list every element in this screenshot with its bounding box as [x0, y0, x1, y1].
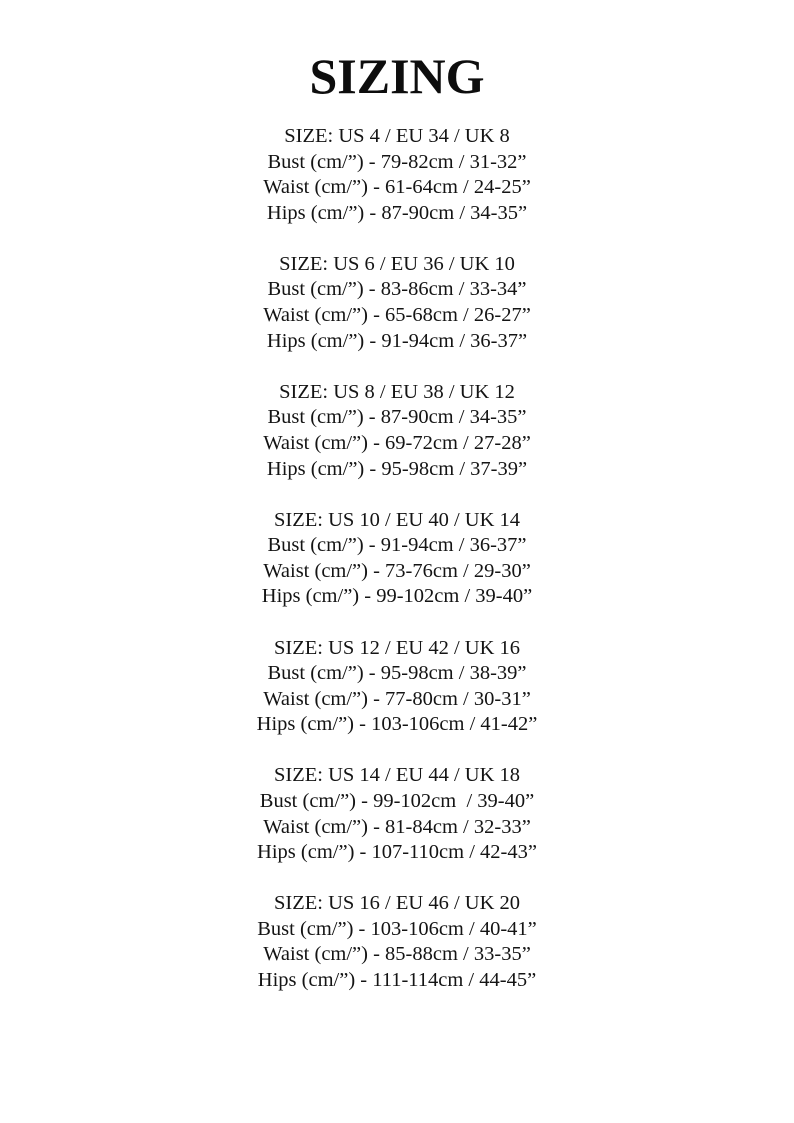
size-block-us6 — [0, 252, 794, 354]
size-block-us12 — [0, 636, 794, 738]
size-heading: SIZE: US 6 / EU 36 / UK 10 — [279, 252, 515, 275]
size-heading: SIZE: US 10 / EU 40 / UK 14 — [274, 508, 520, 531]
hips-measurement: Hips (cm/”) - 111-114cm / 44-45” — [257, 969, 537, 992]
waist-measurement: Waist (cm/”) - 85-88cm / 33-35” — [263, 943, 531, 966]
size-block-us10 — [0, 508, 794, 610]
size-block-us16 — [0, 891, 794, 993]
size-heading: SIZE: US 8 / EU 38 / UK 12 — [279, 380, 515, 403]
bust-measurement: Bust (cm/”) - 95-98cm / 38-39” — [267, 662, 527, 685]
bust-measurement: Bust (cm/”) - 87-90cm / 34-35” — [267, 406, 527, 429]
size-heading: SIZE: US 12 / EU 42 / UK 16 — [274, 636, 520, 659]
size-block-us14 — [0, 763, 794, 865]
bust-measurement: Bust (cm/”) - 91-94cm / 36-37” — [267, 534, 527, 557]
waist-measurement: Waist (cm/”) - 73-76cm / 29-30” — [263, 559, 531, 582]
bust-measurement: Bust (cm/”) - 79-82cm / 31-32” — [267, 150, 527, 173]
size-block-us8 — [0, 380, 794, 482]
hips-measurement: Hips (cm/”) - 91-94cm / 36-37” — [266, 329, 528, 352]
size-block-us4 — [0, 124, 794, 226]
waist-measurement: Waist (cm/”) - 65-68cm / 26-27” — [263, 304, 531, 327]
bust-measurement: Bust (cm/”) - 99-102cm / 39-40” — [259, 789, 535, 812]
waist-measurement: Waist (cm/”) - 77-80cm / 30-31” — [263, 687, 531, 710]
hips-measurement: Hips (cm/”) - 103-106cm / 41-42” — [256, 713, 538, 736]
waist-measurement: Waist (cm/”) - 69-72cm / 27-28” — [263, 431, 531, 454]
page-title: SIZING — [309, 48, 485, 104]
size-list — [0, 124, 794, 1019]
bust-measurement: Bust (cm/”) - 103-106cm / 40-41” — [257, 917, 537, 940]
size-heading: SIZE: US 16 / EU 46 / UK 20 — [274, 892, 520, 915]
waist-measurement: Waist (cm/”) - 61-64cm / 24-25” — [263, 176, 531, 199]
hips-measurement: Hips (cm/”) - 87-90cm / 34-35” — [266, 201, 528, 224]
size-heading: SIZE: US 14 / EU 44 / UK 18 — [274, 764, 520, 787]
hips-measurement: Hips (cm/”) - 95-98cm / 37-39” — [266, 457, 528, 480]
bust-measurement: Bust (cm/”) - 83-86cm / 33-34” — [267, 278, 527, 301]
hips-measurement: Hips (cm/”) - 99-102cm / 39-40” — [261, 585, 533, 608]
hips-measurement: Hips (cm/”) - 107-110cm / 42-43” — [257, 841, 537, 864]
size-heading: SIZE: US 4 / EU 34 / UK 8 — [284, 125, 510, 147]
waist-measurement: Waist (cm/”) - 81-84cm / 32-33” — [263, 815, 531, 838]
